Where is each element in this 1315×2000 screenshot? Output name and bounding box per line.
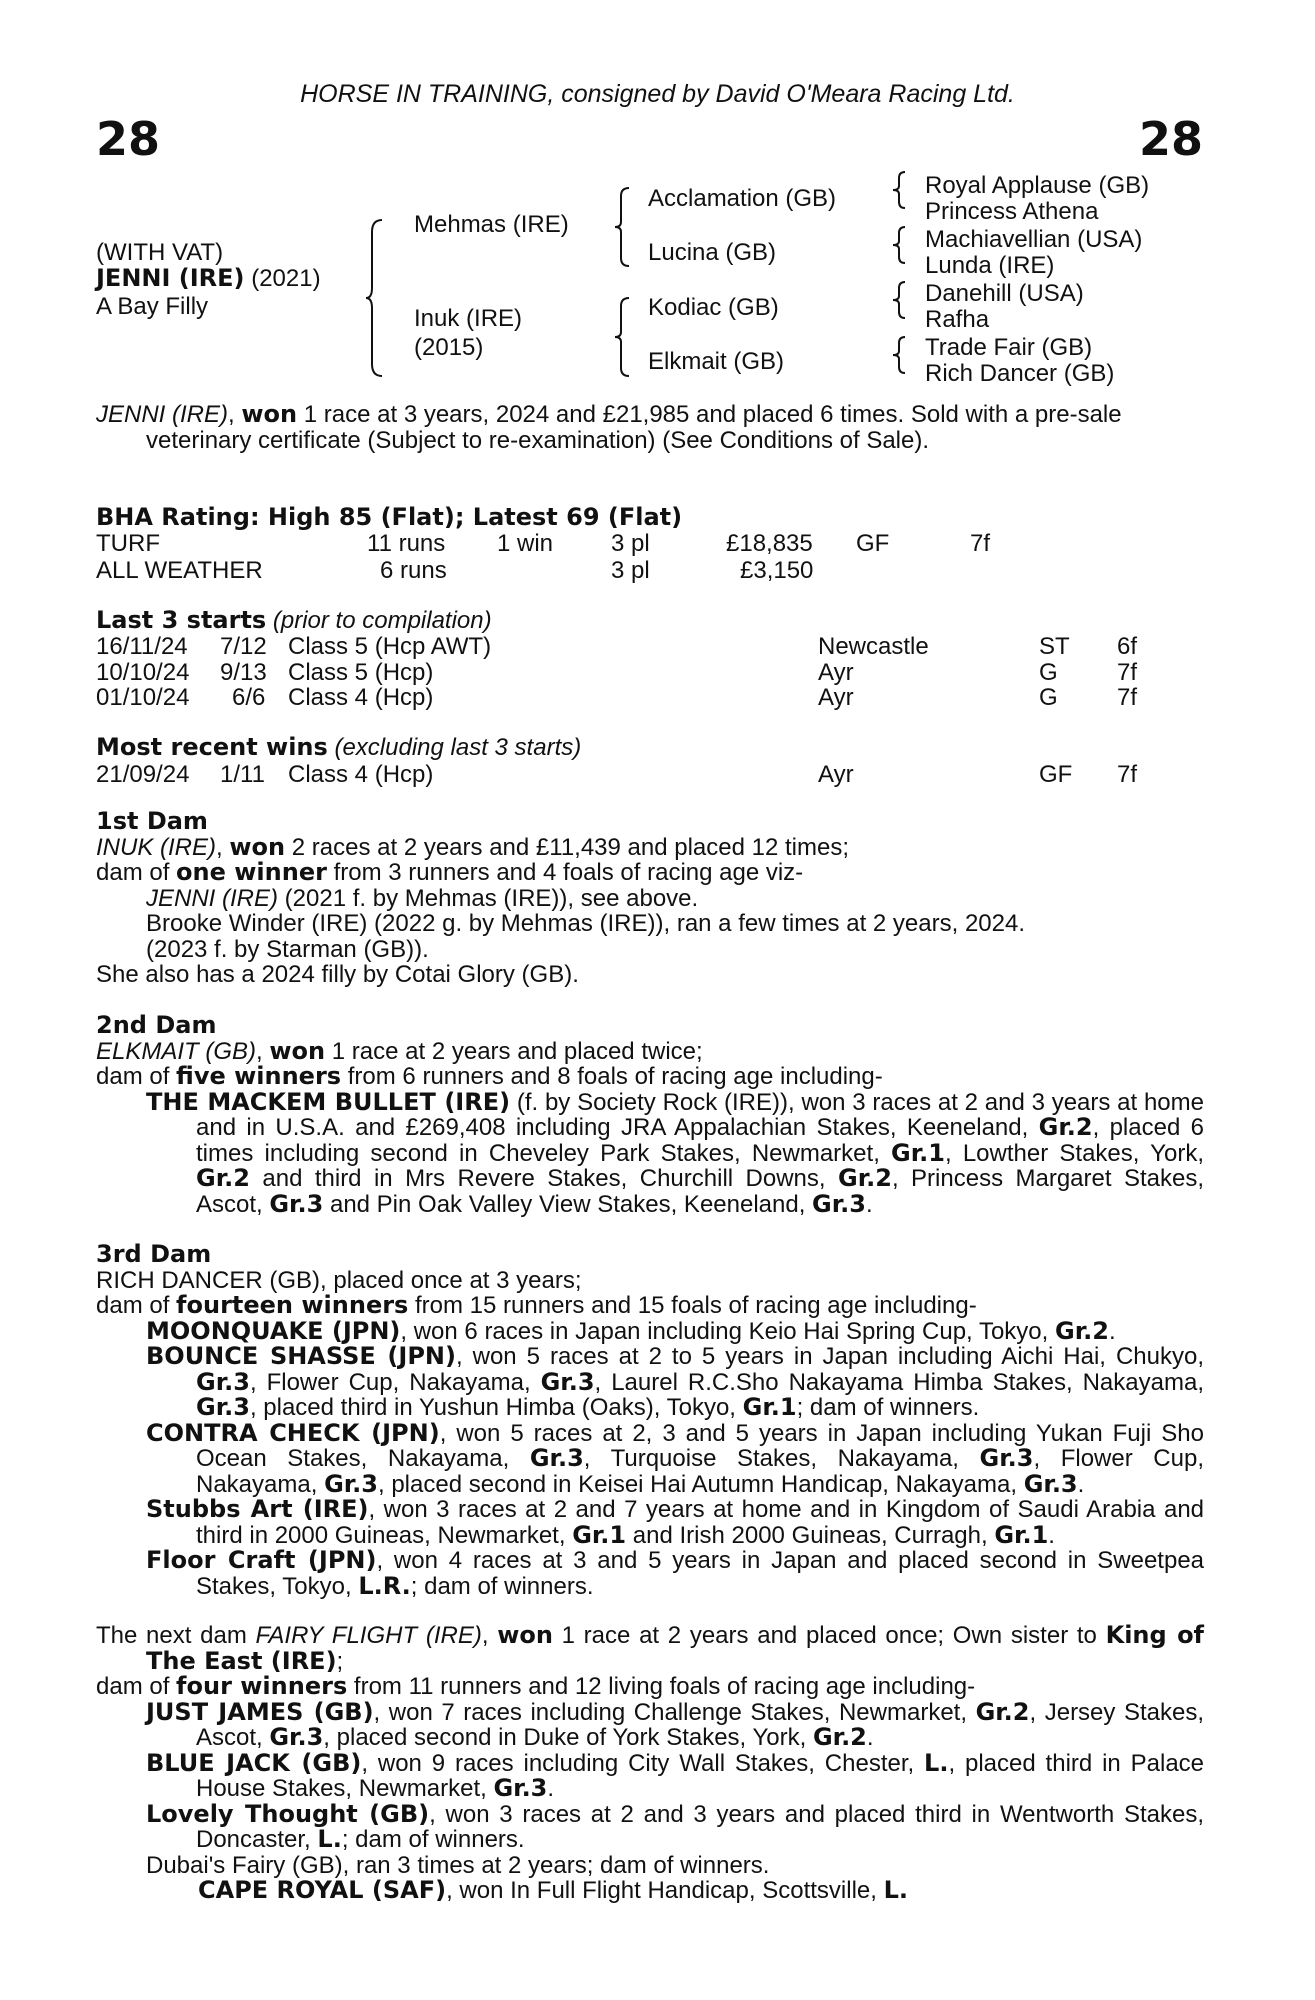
last3-row-3-class: Class 4 (Hcp) <box>288 684 434 711</box>
grade-label: Gr.1 <box>572 1520 627 1549</box>
progeny-text: (f. by Society Rock (IRE)), won 3 races at 2 and 3 years at home and in U.S.A. and £269,408 including JRA Appalachian Stakes, Keeneland, <box>196 1088 1204 1141</box>
great-grandsire-7: Trade Fair (GB) <box>925 334 1093 361</box>
aw-placed: 3 pl <box>611 557 650 584</box>
progeny-text: , won 3 races at 2 and 3 years and placed third in Wentworth Stakes, Doncaster, <box>196 1800 1205 1853</box>
last3-row-1-dist: 6f <box>1117 633 1138 660</box>
progeny-text: , won 6 races in Japan including Keio Hai Spring Cup, Tokyo, <box>400 1317 1055 1345</box>
third-dam-progeny-2 <box>96 1344 1204 1421</box>
progeny-name: CONTRA CHECK (JPN) <box>146 1418 440 1447</box>
progeny-text: , won 5 races at 2, 3 and 5 years in Japan including Yukan Fuji Sho Ocean Stakes, Nakayama, <box>196 1419 1204 1472</box>
next-dam-name: FAIRY FLIGHT (IRE) <box>255 1622 482 1649</box>
last3-row-2-dist: 7f <box>1117 659 1138 686</box>
last3-title: Last 3 starts <box>96 606 267 634</box>
third-dam-produce-text: from 15 runners and 15 foals of racing age including- <box>408 1292 977 1319</box>
horse-year: (2021) <box>244 265 321 292</box>
bha-rating-title: BHA Rating: High 85 (Flat); Latest 69 (Flat) <box>96 503 683 531</box>
next-dam-progeny-3 <box>96 1799 1205 1853</box>
next-dam-winners: four winners <box>176 1672 348 1700</box>
turf-placed: 3 pl <box>611 530 650 557</box>
horse-name: JENNI (IRE) <box>96 264 245 292</box>
grade-label: L. <box>924 1748 949 1777</box>
last3-row-1-course: Newcastle <box>818 633 929 660</box>
progeny-text: , won 5 races at 2 to 5 years in Japan including Aichi Hai, Chukyo, <box>455 1343 1204 1370</box>
grade-label: Gr.3 <box>269 1723 324 1751</box>
lot-number-right: 28 <box>1138 112 1203 166</box>
horse-summary: JENNI (IRE), won 1 race at 3 years, 2024 and £21,985 and placed 6 times. Sold with a pre-sale veterinary certificate (Subject to re-examination) (See Conditions of Sale). <box>96 402 1204 453</box>
progeny-text: , won In Full Flight Handicap, Scottsville, <box>446 1877 884 1904</box>
progeny-name: BOUNCE SHASSE (JPN) <box>146 1342 456 1370</box>
recent-row-dist: 7f <box>1117 761 1138 788</box>
grade-label: L. <box>317 1825 342 1853</box>
first-dam-won: won <box>229 832 286 861</box>
lot-number-left: 28 <box>96 112 161 166</box>
last3-row-3-course: Ayr <box>818 684 854 711</box>
progeny-name: BLUE JACK (GB) <box>146 1748 362 1777</box>
turf-going: GF <box>856 530 890 557</box>
recent-title-line <box>96 734 581 761</box>
grandsire-2: Lucina (GB) <box>648 239 777 266</box>
last3-row-2-pos: 9/13 <box>220 659 267 686</box>
recent-row-going: GF <box>1039 761 1073 788</box>
grade-label: Gr.3 <box>1023 1469 1078 1498</box>
great-grandsire-6: Rafha <box>925 306 990 333</box>
grandsire-4: Elkmait (GB) <box>648 348 785 375</box>
grade-label: Gr.1 <box>742 1393 797 1421</box>
sire-name: Mehmas (IRE) <box>414 211 569 238</box>
progeny-text: , won 4 races at 3 and 5 years in Japan and placed second in Sweetpea Stakes, Tokyo, <box>196 1547 1205 1600</box>
progeny-text: . <box>866 1724 874 1751</box>
grade-label: Gr.3 <box>196 1367 250 1396</box>
grade-label: Gr.3 <box>196 1393 250 1421</box>
turf-prize: £18,835 <box>726 530 813 557</box>
pedigree-brace-main <box>366 218 386 378</box>
grandsire-3: Kodiac (GB) <box>648 294 779 321</box>
last3-row-3-going: G <box>1039 684 1058 711</box>
recent-title: Most recent wins <box>96 733 328 761</box>
second-dam-title: 2nd Dam <box>96 1011 217 1039</box>
third-dam-progeny-5 <box>96 1548 1204 1599</box>
third-dam-title: 3rd Dam <box>96 1240 212 1268</box>
progeny-text: ; dam of winners. <box>410 1572 594 1600</box>
aw-prize: £3,150 <box>740 557 814 584</box>
grade-label: Gr.3 <box>269 1189 324 1218</box>
first-dam-title: 1st Dam <box>96 807 208 835</box>
dam-name: Inuk (IRE) <box>414 305 523 332</box>
second-dam-produce-prefix: dam of <box>96 1063 177 1090</box>
last3-title-line <box>96 607 492 634</box>
pedigree-brace-gs3 <box>893 280 909 320</box>
progeny-text: . <box>547 1775 555 1802</box>
progeny-text: , Laurel R.C.Sho Nakayama Himba Stakes, Nakayama, <box>594 1368 1204 1396</box>
turf-distance: 7f <box>970 530 991 557</box>
next-dam-produce-text: from 11 runners and 12 living foals of racing age including- <box>347 1673 976 1700</box>
progeny-text: and Irish 2000 Guineas, Curragh, <box>626 1521 995 1549</box>
summary-won: won <box>241 400 298 428</box>
progeny-text: , placed second in Duke of York Stakes, York, <box>323 1724 813 1751</box>
first-dam-foal-1-text: (2021 f. by Mehmas (IRE)), see above. <box>278 884 699 912</box>
vat-label: (WITH VAT) <box>96 239 224 266</box>
progeny-name: THE MACKEM BULLET (IRE) <box>146 1087 511 1116</box>
grade-label: Gr.3 <box>540 1367 595 1396</box>
last3-row-2-date: 10/10/24 <box>96 659 190 686</box>
progeny-name: CAPE ROYAL (SAF) <box>198 1876 447 1904</box>
first-dam-name: INUK (IRE) <box>96 833 216 861</box>
second-dam-produce-text: from 6 runners and 8 foals of racing age including- <box>341 1063 883 1090</box>
first-dam-winners: one winner <box>176 858 327 886</box>
great-grandsire-3: Machiavellian (USA) <box>925 226 1143 253</box>
third-dam-progeny-4 <box>96 1497 1204 1548</box>
last3-note: (prior to compilation) <box>266 607 492 634</box>
third-dam-winners: fourteen winners <box>176 1291 409 1319</box>
next-dam-produce-prefix: dam of <box>96 1673 177 1700</box>
third-dam-progeny-1 <box>96 1316 1204 1345</box>
last3-row-2-going: G <box>1039 659 1058 686</box>
progeny-text: ; dam of winners. <box>796 1394 980 1421</box>
page-header-title: HORSE IN TRAINING, consigned by David O'Meara Racing Ltd. <box>300 80 1015 108</box>
progeny-text: , won 7 races including Challenge Stakes, Newmarket, <box>373 1698 976 1726</box>
last3-row-2-class: Class 5 (Hcp) <box>288 659 434 686</box>
turf-label: TURF <box>96 530 160 557</box>
summary-text-1: 1 race at 3 years, 2024 and £21,985 and placed 6 times. Sold with a pre-sale <box>297 401 1122 428</box>
next-dam-progeny-2 <box>96 1748 1205 1802</box>
progeny-text: . <box>1077 1470 1085 1498</box>
turf-wins: 1 win <box>497 530 554 557</box>
grade-label: Gr.3 <box>324 1469 378 1498</box>
recent-row-date: 21/09/24 <box>96 761 190 788</box>
grade-label: Gr.1 <box>891 1138 945 1167</box>
pedigree-brace-sire <box>615 186 633 268</box>
last3-row-3-dist: 7f <box>1117 684 1138 711</box>
progeny-text: and third in Mrs Revere Stakes, Churchill Downs, <box>249 1165 838 1192</box>
next-dam-section: The next dam FAIRY FLIGHT (IRE), won 1 race at 2 years and placed once; Own sister to King of The East (IRE); dam of four winners from 11 runners and 12 living foals of racing age including- JUST JAMES (GB), won 7 races including Challenge Stakes, Newmarket, Gr.2, Jersey Stakes, Ascot, Gr.3, placed second in Duke of York Stakes, York, Gr.2. BLUE JACK (GB), won 9 races including City Wall Stakes, Chester, L., placed third in Palace House Stakes, Newmarket, Gr.3. Lovely Thought (GB), won 3 races at 2 and 3 years and placed third in Wentworth Stakes, Doncaster, L.; dam of winners. Dubai's Fairy (GB), ran 3 times at 2 years; dam of winners. CAPE ROYAL (SAF), won In Full Flight Handicap, Scottsville, L. <box>96 1621 1205 1904</box>
great-grandsire-8: Rich Dancer (GB) <box>925 360 1115 387</box>
second-dam-name: ELKMAIT (GB) <box>96 1037 257 1065</box>
pedigree-brace-gs2 <box>893 225 909 265</box>
progeny-text: ; dam of winners. <box>341 1826 525 1853</box>
progeny-name: JUST JAMES (GB) <box>146 1697 374 1726</box>
progeny-text: , Turquoise Stakes, Nakayama, <box>583 1445 980 1472</box>
progeny-text: , placed second in Keisei Hai Autumn Handicap, Nakayama, <box>378 1470 1024 1498</box>
recent-row-pos: 1/11 <box>220 761 265 788</box>
next-dam-record-end: ; <box>336 1647 344 1675</box>
third-dam-progeny-3 <box>96 1418 1204 1498</box>
grade-label: Gr.2 <box>1038 1113 1093 1141</box>
last3-row-1-going: ST <box>1039 633 1070 660</box>
recent-row-course: Ayr <box>818 761 854 788</box>
progeny-text: , Flower Cup, Nakayama, <box>249 1368 541 1396</box>
great-grandsire-1: Royal Applause (GB) <box>925 172 1150 199</box>
next-dam-prefix: The next dam <box>96 1622 256 1649</box>
progeny-text: . <box>865 1190 873 1218</box>
next-dam-record: 1 race at 2 years and placed once; Own sister to <box>552 1622 1106 1649</box>
next-dam-won: won <box>497 1621 553 1649</box>
first-dam-produce-text: from 3 runners and 4 foals of racing age viz- <box>326 859 804 886</box>
progeny-text: , Flower Cup, Nakayama, <box>196 1445 1204 1498</box>
first-dam-produce-prefix: dam of <box>96 859 177 886</box>
great-grandsire-4: Lunda (IRE) <box>925 252 1055 279</box>
progeny-text: , Lowther Stakes, York, <box>944 1139 1204 1167</box>
grade-label: Gr.3 <box>979 1444 1034 1472</box>
progeny-text: , placed 6 times including second in Cheveley Park Stakes, Newmarket, <box>196 1114 1204 1167</box>
progeny-text: , Jersey Stakes, Ascot, <box>196 1698 1204 1751</box>
first-dam-foal-2: Brooke Winder (IRE) (2022 g. by Mehmas (IRE)), ran a few times at 2 years, 2024. <box>146 910 1025 937</box>
great-grandsire-5: Danehill (USA) <box>925 280 1084 307</box>
grade-label: Gr.3 <box>812 1189 866 1218</box>
last3-row-1-date: 16/11/24 <box>96 633 188 660</box>
turf-runs: 11 runs <box>367 530 446 557</box>
progeny-name: Floor Craft (JPN) <box>146 1546 377 1574</box>
progeny-text: , placed third in Palace House Stakes, Newmarket, <box>196 1749 1205 1802</box>
first-dam-record: 2 races at 2 years and £11,439 and placed 12 times; <box>285 833 850 861</box>
grade-label: Gr.2 <box>196 1164 250 1192</box>
grade-label: L.R. <box>358 1571 411 1600</box>
aw-label: ALL WEATHER <box>96 557 263 584</box>
grade-label: Gr.1 <box>994 1520 1049 1549</box>
grade-label: Gr.2 <box>1055 1316 1109 1345</box>
grade-label: Gr.3 <box>529 1444 584 1472</box>
progeny-text: and Pin Oak Valley View Stakes, Keeneland, <box>323 1190 813 1218</box>
first-dam-foal-3: (2023 f. by Starman (GB)). <box>146 935 429 963</box>
first-dam-note: She also has a 2024 filly by Cotai Glory (GB). <box>96 961 579 988</box>
first-dam-section: 1st Dam INUK (IRE), won 2 races at 2 years and £11,439 and placed 12 times; dam of one winner from 3 runners and 4 foals of racing age viz- JENNI (IRE) (2021 f. by Mehmas (IRE)), see above. Brooke Winder (IRE) (2022 g. by Mehmas (IRE)), ran a few times at 2 years, 2024. (2023 f. by Starman (GB)). She also has a 2024 filly by Cotai Glory (GB). <box>96 809 1204 988</box>
recent-note: (excluding last 3 starts) <box>327 734 582 761</box>
summary-horse-name: JENNI (IRE) <box>96 401 228 428</box>
progeny-text: . <box>1108 1317 1116 1345</box>
second-dam-record: 1 race at 2 years and placed twice; <box>325 1037 703 1065</box>
progeny-name: Lovely Thought (GB) <box>146 1799 430 1828</box>
third-dam-record: RICH DANCER (GB), placed once at 3 years; <box>96 1266 582 1294</box>
next-dam-progeny-1 <box>96 1697 1204 1751</box>
progeny-text: , Princess Margaret Stakes, Ascot, <box>196 1165 1204 1218</box>
grade-label: Gr.2 <box>838 1164 892 1192</box>
grade-label: Gr.2 <box>812 1723 867 1751</box>
great-grandsire-2: Princess Athena <box>925 198 1099 225</box>
pedigree-brace-dam <box>615 296 633 378</box>
horse-name-line <box>96 265 321 292</box>
last3-row-1-class: Class 5 (Hcp AWT) <box>288 633 492 660</box>
last3-row-1-pos: 7/12 <box>220 633 267 660</box>
second-dam-progeny-1 <box>96 1087 1204 1218</box>
pedigree-brace-gs1 <box>893 170 909 210</box>
aw-runs: 6 runs <box>380 557 447 584</box>
second-dam-won: won <box>269 1036 326 1065</box>
grade-label: L. <box>883 1876 909 1904</box>
first-dam-foal-1-name: JENNI (IRE) <box>146 884 278 912</box>
progeny-text: . <box>1048 1521 1055 1549</box>
progeny-name: Stubbs Art (IRE) <box>146 1495 369 1523</box>
dam-year: (2015) <box>414 334 484 361</box>
grandsire-1: Acclamation (GB) <box>648 185 837 212</box>
last3-row-3-pos: 6/6 <box>232 684 266 711</box>
next-dam-sister-name: King of The East (IRE) <box>146 1621 1204 1675</box>
next-dam-grand-progeny <box>96 1878 1204 1904</box>
pedigree-brace-gs4 <box>893 335 909 375</box>
grade-label: Gr.3 <box>493 1774 548 1802</box>
progeny-text: , won 3 races at 2 and 7 years at home and in Kingdom of Saudi Arabia and third in 2000 Guineas, Newmarket, <box>196 1496 1205 1549</box>
next-dam-progeny-4: Dubai's Fairy (GB), ran 3 times at 2 years; dam of winners. <box>146 1851 770 1879</box>
progeny-text: , placed third in Yushun Himba (Oaks), Tokyo, <box>249 1394 743 1421</box>
third-dam-section <box>96 1242 1204 1599</box>
third-dam-produce-prefix: dam of <box>96 1292 177 1319</box>
recent-row-class: Class 4 (Hcp) <box>288 761 434 788</box>
horse-description: A Bay Filly <box>96 293 209 320</box>
progeny-name: MOONQUAKE (JPN) <box>146 1316 401 1345</box>
second-dam-section: 2nd Dam ELKMAIT (GB), won 1 race at 2 years and placed twice; dam of five winners from 6 runners and 8 foals of racing age including- THE MACKEM BULLET (IRE) (f. by Society Rock (IRE)), won 3 races at 2 and 3 years at home and in U.S.A. and £269,408 including JRA Appalachian Stakes, Keeneland, Gr.2, placed 6 times including second in Cheveley Park Stakes, Newmarket, Gr.1, Lowther Stakes, York, Gr.2 and third in Mrs Revere Stakes, Churchill Downs, Gr.2, Princess Margaret Stakes, Ascot, Gr.3 and Pin Oak Valley View Stakes, Keeneland, Gr.3. <box>96 1011 1204 1218</box>
grade-label: Gr.2 <box>975 1697 1030 1726</box>
summary-text-2: veterinary certificate (Subject to re-examination) (See Conditions of Sale). <box>146 426 930 454</box>
last3-row-2-course: Ayr <box>818 659 854 686</box>
second-dam-winners: five winners <box>176 1062 342 1090</box>
progeny-text: , won 9 races including City Wall Stakes, Chester, <box>361 1749 925 1777</box>
last3-row-3-date: 01/10/24 <box>96 684 190 711</box>
